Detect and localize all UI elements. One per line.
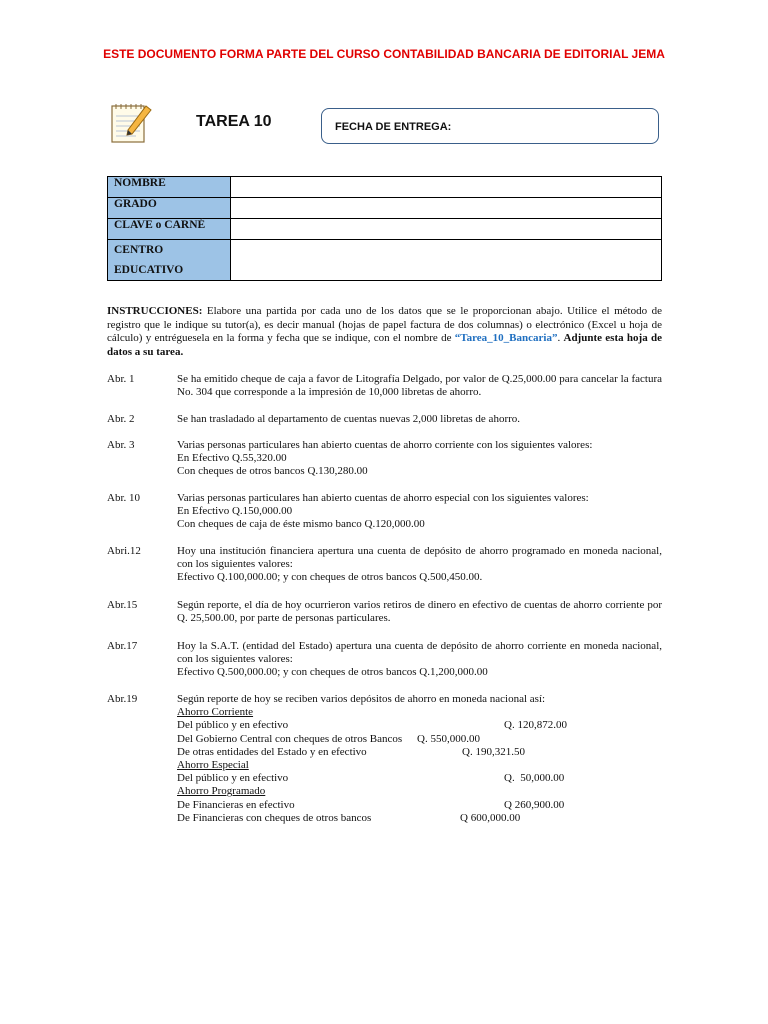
entry-line: Varias personas particulares han abierto cuentas de ahorro corriente con los siguientes valores: [177,439,593,451]
deposit-label: Del público y en efectivo [177,772,289,785]
entry-date: Abri.12 [107,545,141,557]
deposit-row [177,799,662,812]
name-field[interactable] [231,177,662,198]
name-label: NOMBRE [108,177,231,198]
entry-line: Según reporte de hoy se reciben varios depósitos de ahorro en moneda nacional así: [177,693,546,705]
id-label: CLAVE o CARNÉ [108,219,231,240]
deposit-row [177,733,662,746]
entry-line: Con cheques de otros bancos Q.130,280.00 [177,465,368,478]
entry-line: Se ha emitido cheque de caja a favor de Litografía Delgado, por valor de Q.25,000.00 para cancelar la factura No. 304 que corresponde a la impresión de 10,000 libretas de ahorro. [177,373,662,399]
entry-line: Hoy una institución financiera apertura una cuenta de depósito de ahorro programado en moneda nacional, con los siguientes valores: [177,545,662,571]
deposit-label: De Financieras con cheques de otros bancos [177,811,372,824]
entry-abr-19 [107,693,662,825]
deposit-amount: Q. 190,321.50 [462,745,525,758]
instructions-body: Elabore una partida por cada uno de los datos que se le proporcionan abajo. Utilice el método de registro que le indique su tutor(a), es decir manual (hojas de papel factura de dos columnas) o electrónico (Excel u hoja de cálculo) y entréguesela en la forma y fecha que se indique, con el nombre de [107,305,662,345]
entry-line: Efectivo Q.500,000.00; y con cheques de otros bancos Q.1,200,000.00 [177,666,488,679]
entry-line: En Efectivo Q.150,000.00 [177,505,293,518]
deposit-row [177,772,662,785]
notepad-pencil-icon [106,100,154,146]
entry-abr-2 [107,413,662,426]
instructions-lead: INSTRUCCIONES: [107,305,203,317]
instructions-tail: . [557,332,564,345]
entry-line: Según reporte, el día de hoy ocurrieron varios retiros de dinero en efectivo de cuentas de ahorro corriente por Q. 25,500.00, por parte de personas particulares. [177,599,662,625]
entry-date: Abr. 3 [107,439,135,451]
deposit-label: Del público y en efectivo [177,719,289,732]
grade-field[interactable] [231,198,662,219]
deposit-amount: Q 600,000.00 [460,811,521,824]
grade-label: GRADO [108,198,231,219]
entry-date: Abr. 2 [107,413,135,425]
assignment-title: TAREA 10 [196,113,272,130]
deposit-amount: Q. 120,872.00 [504,719,567,732]
entry-date: Abr.15 [107,599,138,611]
school-label-line-1: CENTRO [114,244,164,256]
deposit-amount: Q. 550,000.00 [417,732,480,745]
entry-line: Con cheques de caja de éste mismo banco Q.120,000.00 [177,518,425,531]
entry-date: Abr. 10 [107,492,140,504]
deposit-amount: Q. 50,000.00 [504,772,565,785]
instructions-paragraph [107,305,662,359]
entry-line: Hoy la S.A.T. (entidad del Estado) apertura una cuenta de depósito de ahorro corriente en moneda nacional, con los siguientes valores: [177,640,662,666]
instructions-emphasis: Adjunte esta hoja de datos a su tarea. [107,332,662,358]
entry-line: Varias personas particulares han abierto cuentas de ahorro especial con los siguientes valores: [177,492,589,504]
deposit-label: De otras entidades del Estado y en efectivo [177,745,367,758]
entry-abr-15 [107,599,662,625]
section-title: Ahorro Especial [177,758,249,771]
entry-abr-12 [107,545,662,585]
section-title: Ahorro Corriente [177,706,254,719]
student-info-table [107,176,662,281]
deposit-amount: Q 260,900.00 [504,798,565,811]
entry-abr-10 [107,492,662,532]
school-label [108,240,231,281]
school-label-line-2: EDUCATIVO [114,264,184,276]
due-date-label: FECHA DE ENTREGA: [335,121,452,133]
school-field[interactable] [231,240,662,281]
entry-line: En Efectivo Q.55,320.00 [177,452,287,465]
id-field[interactable] [231,219,662,240]
entry-abr-3 [107,439,662,479]
entry-abr-1 [107,373,662,399]
entry-line: Se han trasladado al departamento de cuentas nuevas 2,000 libretas de ahorro. [177,413,521,425]
entry-line: Efectivo Q.100,000.00; y con cheques de otros bancos Q.500,450.00. [177,571,483,584]
entry-date: Abr. 1 [107,373,135,385]
file-name: “Tarea_10_Bancaria” [454,332,558,345]
deposit-row [177,719,662,732]
deposit-row [177,746,662,759]
entry-date: Abr.17 [107,640,138,652]
deposit-row [177,812,662,825]
entry-abr-17 [107,640,662,680]
due-date-box [321,108,659,144]
deposit-label: Del Gobierno Central con cheques de otros Bancos [177,732,403,745]
deposit-label: De Financieras en efectivo [177,798,295,811]
header-banner: ESTE DOCUMENTO FORMA PARTE DEL CURSO CONTABILIDAD BANCARIA DE EDITORIAL JEMA [103,47,665,61]
entry-date: Abr.19 [107,693,138,705]
section-title: Ahorro Programado [177,785,266,798]
